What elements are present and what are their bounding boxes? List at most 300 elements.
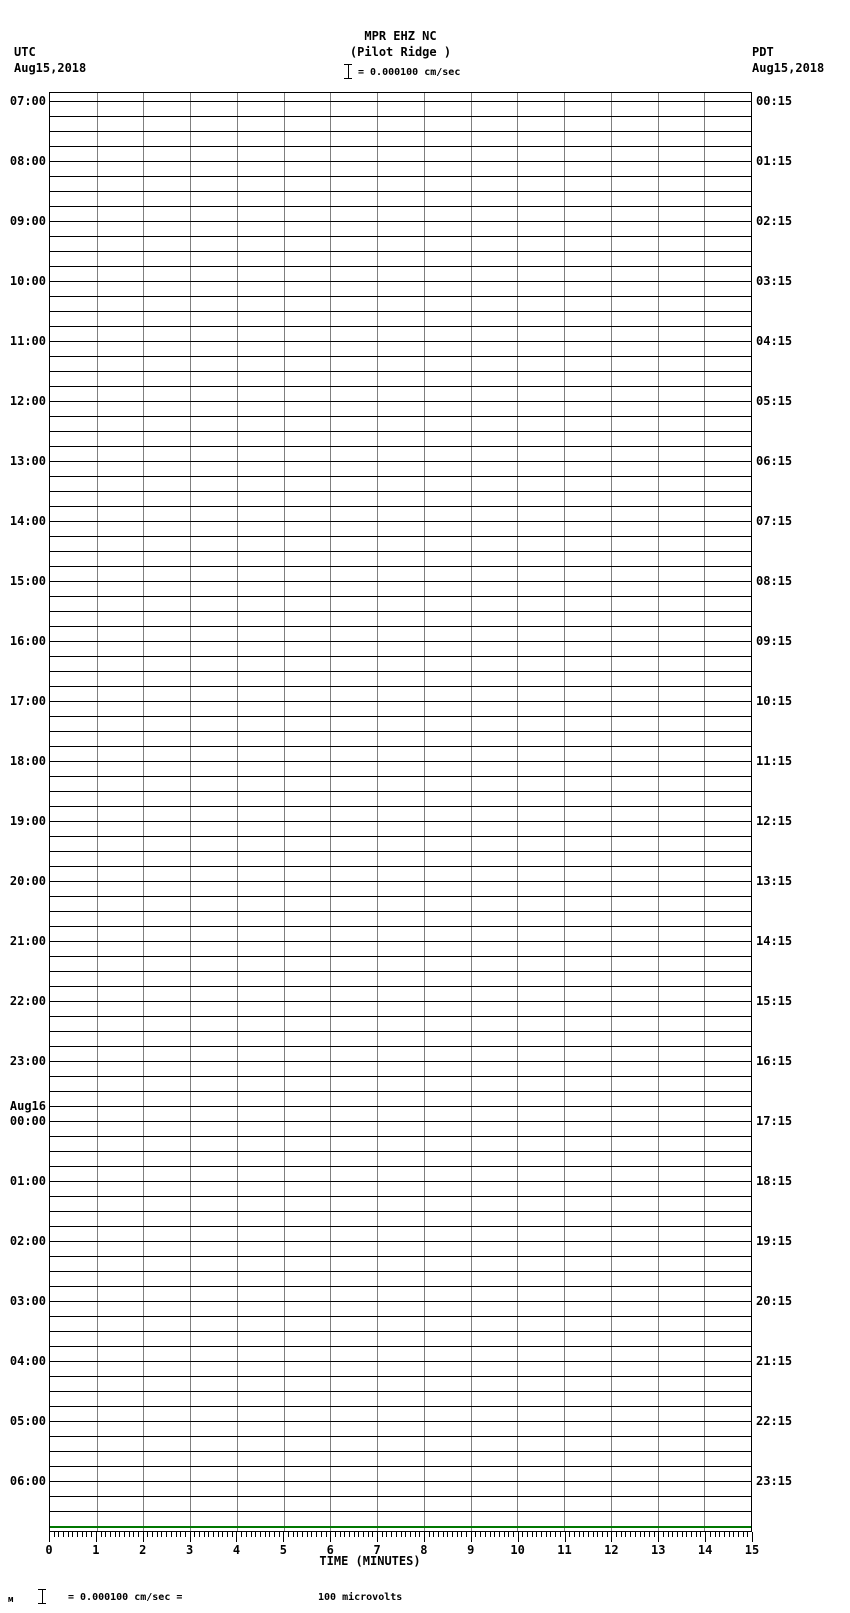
minor-tick bbox=[269, 1532, 270, 1537]
seismic-trace bbox=[50, 506, 751, 507]
minute-tick-label: 14 bbox=[697, 1543, 713, 1557]
seismic-trace bbox=[50, 716, 751, 717]
minute-tick-label: 11 bbox=[557, 1543, 572, 1557]
seismic-trace bbox=[50, 761, 751, 762]
pdt-hour-label: 14:15 bbox=[756, 934, 793, 948]
pdt-hour-label: 09:15 bbox=[756, 634, 793, 648]
seismic-trace bbox=[50, 1406, 751, 1407]
minor-tick bbox=[668, 1532, 669, 1537]
seismic-trace bbox=[50, 176, 751, 177]
seismic-trace bbox=[50, 1061, 751, 1062]
minor-tick bbox=[625, 1532, 626, 1537]
major-tick bbox=[705, 1532, 706, 1542]
minute-tick-label: 9 bbox=[467, 1543, 475, 1557]
seismic-trace bbox=[50, 236, 751, 237]
seismic-trace bbox=[50, 1451, 751, 1452]
seismic-trace bbox=[50, 161, 751, 162]
minor-tick bbox=[438, 1532, 439, 1537]
minor-tick bbox=[447, 1532, 448, 1537]
minute-tick-label: 4 bbox=[232, 1543, 241, 1557]
seismic-trace bbox=[50, 866, 751, 867]
seismic-trace bbox=[50, 1391, 751, 1392]
minor-tick bbox=[490, 1532, 491, 1537]
minor-tick bbox=[452, 1532, 453, 1537]
left-date-label: Aug15,2018 bbox=[14, 61, 87, 75]
seismic-trace bbox=[50, 1361, 751, 1362]
minor-tick bbox=[527, 1532, 528, 1537]
minor-tick bbox=[382, 1532, 383, 1537]
minor-tick bbox=[593, 1532, 594, 1537]
station-subtitle: (Pilot Ridge ) bbox=[349, 45, 452, 59]
seismic-trace bbox=[50, 611, 751, 612]
minor-tick bbox=[166, 1532, 167, 1537]
seismic-trace bbox=[50, 746, 751, 747]
minor-tick bbox=[274, 1532, 275, 1537]
minor-tick bbox=[115, 1532, 116, 1537]
seismic-trace bbox=[50, 1211, 751, 1212]
pdt-hour-label: 23:15 bbox=[756, 1474, 793, 1488]
minor-tick bbox=[574, 1532, 575, 1537]
pdt-hour-label: 20:15 bbox=[756, 1294, 793, 1308]
major-tick bbox=[143, 1532, 144, 1542]
seismic-trace bbox=[50, 1091, 751, 1092]
utc-hour-label: 21:00 bbox=[9, 934, 46, 948]
minor-tick bbox=[457, 1532, 458, 1537]
seismic-trace bbox=[50, 206, 751, 207]
seismic-trace bbox=[50, 1421, 751, 1422]
seismic-trace bbox=[50, 791, 751, 792]
minor-tick bbox=[265, 1532, 266, 1537]
minute-tick-label: 1 bbox=[92, 1543, 100, 1557]
minor-tick bbox=[443, 1532, 444, 1537]
seismic-trace bbox=[50, 821, 751, 822]
minor-tick bbox=[607, 1532, 608, 1537]
seismic-trace bbox=[50, 1271, 751, 1272]
seismic-trace bbox=[50, 131, 751, 132]
pdt-hour-label: 11:15 bbox=[756, 754, 793, 768]
footer-prefix-glyph: м bbox=[8, 1595, 14, 1605]
seismic-trace bbox=[50, 1136, 751, 1137]
minor-tick bbox=[260, 1532, 261, 1537]
seismic-trace bbox=[50, 326, 751, 327]
seismic-trace bbox=[50, 671, 751, 672]
minor-tick bbox=[133, 1532, 134, 1537]
minor-tick bbox=[475, 1532, 476, 1537]
minor-tick bbox=[311, 1532, 312, 1537]
minor-tick bbox=[686, 1532, 687, 1537]
minor-tick bbox=[546, 1532, 547, 1537]
minor-tick bbox=[513, 1532, 514, 1537]
seismic-trace bbox=[50, 1331, 751, 1332]
minor-tick bbox=[208, 1532, 209, 1537]
minor-tick bbox=[77, 1532, 78, 1537]
seismic-trace bbox=[50, 1436, 751, 1437]
seismic-trace bbox=[50, 341, 751, 342]
pdt-hour-label: 08:15 bbox=[756, 574, 793, 588]
utc-hour-label: 12:00 bbox=[9, 394, 46, 408]
seismic-trace bbox=[50, 266, 751, 267]
minor-tick bbox=[307, 1532, 308, 1537]
minor-tick bbox=[199, 1532, 200, 1537]
minor-tick bbox=[747, 1532, 748, 1537]
minor-tick bbox=[691, 1532, 692, 1537]
minor-tick bbox=[194, 1532, 195, 1537]
pdt-hour-label: 03:15 bbox=[756, 274, 793, 288]
minute-tick-label: 12 bbox=[604, 1543, 619, 1557]
seismic-trace bbox=[50, 1046, 751, 1047]
seismic-trace bbox=[50, 371, 751, 372]
minor-tick bbox=[405, 1532, 406, 1537]
left-timezone-label: UTC bbox=[14, 45, 36, 59]
minute-tick-label: 8 bbox=[420, 1543, 428, 1557]
seismic-trace bbox=[50, 971, 751, 972]
minor-tick bbox=[185, 1532, 186, 1537]
minor-tick bbox=[204, 1532, 205, 1537]
minor-tick bbox=[72, 1532, 73, 1537]
minute-tick-label: 15 bbox=[744, 1543, 760, 1557]
minor-tick bbox=[147, 1532, 148, 1537]
minor-tick bbox=[672, 1532, 673, 1537]
minor-tick bbox=[326, 1532, 327, 1537]
utc-hour-label: 11:00 bbox=[9, 334, 46, 348]
minor-tick bbox=[410, 1532, 411, 1537]
utc-hour-label: 10:00 bbox=[9, 274, 46, 288]
seismic-trace bbox=[50, 1076, 751, 1077]
minor-tick bbox=[180, 1532, 181, 1537]
minor-tick bbox=[649, 1532, 650, 1537]
minute-tick-label: 2 bbox=[139, 1543, 147, 1557]
minor-tick bbox=[738, 1532, 739, 1537]
seismic-trace bbox=[50, 296, 751, 297]
utc-hour-label: 18:00 bbox=[9, 754, 46, 768]
utc-hour-label: 03:00 bbox=[9, 1294, 46, 1308]
seismic-trace bbox=[50, 581, 751, 582]
minor-tick bbox=[485, 1532, 486, 1537]
utc-hour-label: 09:00 bbox=[9, 214, 46, 228]
pdt-hour-label: 21:15 bbox=[756, 1354, 793, 1368]
major-tick bbox=[96, 1532, 97, 1542]
minor-tick bbox=[340, 1532, 341, 1537]
minor-tick bbox=[682, 1532, 683, 1537]
minute-tick-label: 6 bbox=[326, 1543, 334, 1557]
minor-tick bbox=[251, 1532, 252, 1537]
amplitude-scale-bar-icon bbox=[344, 64, 352, 79]
seismic-trace bbox=[50, 701, 751, 702]
utc-hour-label: 23:00 bbox=[9, 1054, 46, 1068]
seismic-trace bbox=[50, 1256, 751, 1257]
seismic-trace bbox=[50, 1466, 751, 1467]
minor-tick bbox=[335, 1532, 336, 1537]
footer-scale-bar-icon bbox=[38, 1589, 46, 1604]
minor-tick bbox=[733, 1532, 734, 1537]
minor-tick bbox=[579, 1532, 580, 1537]
minor-tick bbox=[297, 1532, 298, 1537]
utc-hour-label: 22:00 bbox=[9, 994, 46, 1008]
minor-tick bbox=[719, 1532, 720, 1537]
minor-tick bbox=[218, 1532, 219, 1537]
minor-tick bbox=[541, 1532, 542, 1537]
utc-date-rollover-label: Aug16 bbox=[9, 1099, 46, 1113]
seismic-trace bbox=[50, 281, 751, 282]
minor-tick bbox=[621, 1532, 622, 1537]
pdt-hour-label: 07:15 bbox=[756, 514, 793, 528]
minor-tick bbox=[569, 1532, 570, 1537]
minor-tick bbox=[391, 1532, 392, 1537]
seismic-trace bbox=[50, 221, 751, 222]
minor-tick bbox=[119, 1532, 120, 1537]
major-tick bbox=[330, 1532, 331, 1542]
header-scale-label: = 0.000100 cm/sec bbox=[358, 67, 461, 78]
minor-tick bbox=[583, 1532, 584, 1537]
right-timezone-label: PDT bbox=[752, 45, 774, 59]
minor-tick bbox=[522, 1532, 523, 1537]
utc-hour-label: 07:00 bbox=[9, 94, 46, 108]
minor-tick bbox=[640, 1532, 641, 1537]
minor-tick bbox=[499, 1532, 500, 1537]
minor-tick bbox=[700, 1532, 701, 1537]
utc-hour-label: 16:00 bbox=[9, 634, 46, 648]
utc-hour-label: 01:00 bbox=[9, 1174, 46, 1188]
minor-tick bbox=[532, 1532, 533, 1537]
minor-tick bbox=[302, 1532, 303, 1537]
minor-tick bbox=[654, 1532, 655, 1537]
seismic-trace bbox=[50, 1196, 751, 1197]
minor-tick bbox=[129, 1532, 130, 1537]
major-tick bbox=[283, 1532, 284, 1542]
seismic-trace bbox=[50, 1496, 751, 1497]
minor-tick bbox=[82, 1532, 83, 1537]
pdt-hour-label: 05:15 bbox=[756, 394, 793, 408]
pdt-hour-label: 06:15 bbox=[756, 454, 793, 468]
minute-tick-label: 0 bbox=[45, 1543, 53, 1557]
seismic-trace bbox=[50, 641, 751, 642]
utc-hour-label: 05:00 bbox=[9, 1414, 46, 1428]
seismic-trace bbox=[50, 1226, 751, 1227]
minor-tick bbox=[68, 1532, 69, 1537]
seismic-trace bbox=[50, 1121, 751, 1122]
seismic-trace bbox=[50, 596, 751, 597]
seismic-trace bbox=[50, 1031, 751, 1032]
seismic-trace bbox=[50, 356, 751, 357]
seismic-trace bbox=[50, 836, 751, 837]
minor-tick bbox=[101, 1532, 102, 1537]
minor-tick bbox=[255, 1532, 256, 1537]
seismic-trace bbox=[50, 311, 751, 312]
seismic-trace bbox=[50, 191, 751, 192]
seismic-trace bbox=[50, 1346, 751, 1347]
seismic-trace bbox=[50, 656, 751, 657]
seismic-trace bbox=[50, 416, 751, 417]
seismic-trace bbox=[50, 1181, 751, 1182]
seismic-trace bbox=[50, 1301, 751, 1302]
minute-tick-label: 7 bbox=[373, 1543, 381, 1557]
minor-tick bbox=[222, 1532, 223, 1537]
pdt-hour-label: 22:15 bbox=[756, 1414, 793, 1428]
seismic-trace-latest bbox=[50, 1526, 751, 1528]
minor-tick bbox=[138, 1532, 139, 1537]
minor-tick bbox=[110, 1532, 111, 1537]
seismic-trace bbox=[50, 731, 751, 732]
minor-tick bbox=[368, 1532, 369, 1537]
seismic-trace bbox=[50, 1106, 751, 1107]
pdt-hour-label: 13:15 bbox=[756, 874, 793, 888]
seismic-trace bbox=[50, 956, 751, 957]
minor-tick bbox=[724, 1532, 725, 1537]
seismic-trace bbox=[50, 926, 751, 927]
right-date-label: Aug15,2018 bbox=[752, 61, 825, 75]
station-title: MPR EHZ NC bbox=[364, 29, 437, 43]
pdt-hour-label: 04:15 bbox=[756, 334, 793, 348]
seismic-trace bbox=[50, 1016, 751, 1017]
minor-tick bbox=[213, 1532, 214, 1537]
pdt-hour-label: 16:15 bbox=[756, 1054, 793, 1068]
minor-tick bbox=[241, 1532, 242, 1537]
seismic-trace bbox=[50, 491, 751, 492]
minor-tick bbox=[635, 1532, 636, 1537]
minor-tick bbox=[494, 1532, 495, 1537]
major-tick bbox=[518, 1532, 519, 1542]
minor-tick bbox=[560, 1532, 561, 1537]
minor-tick bbox=[321, 1532, 322, 1537]
utc-hour-label: 20:00 bbox=[9, 874, 46, 888]
utc-hour-label: 06:00 bbox=[9, 1474, 46, 1488]
minor-tick bbox=[729, 1532, 730, 1537]
minor-tick bbox=[161, 1532, 162, 1537]
pdt-hour-label: 15:15 bbox=[756, 994, 793, 1008]
minor-tick bbox=[176, 1532, 177, 1537]
major-tick bbox=[471, 1532, 472, 1542]
minute-tick-label: 3 bbox=[185, 1543, 194, 1557]
seismic-trace bbox=[50, 1481, 751, 1482]
minor-tick bbox=[588, 1532, 589, 1537]
minor-tick bbox=[504, 1532, 505, 1537]
seismic-trace bbox=[50, 446, 751, 447]
major-tick bbox=[752, 1532, 753, 1542]
minor-tick bbox=[466, 1532, 467, 1537]
minor-tick bbox=[232, 1532, 233, 1537]
seismic-trace bbox=[50, 521, 751, 522]
minor-tick bbox=[349, 1532, 350, 1537]
minor-tick bbox=[550, 1532, 551, 1537]
seismic-trace bbox=[50, 146, 751, 147]
pdt-hour-label: 18:15 bbox=[756, 1174, 793, 1188]
minor-tick bbox=[396, 1532, 397, 1537]
minor-tick bbox=[358, 1532, 359, 1537]
minor-tick bbox=[508, 1532, 509, 1537]
major-tick bbox=[377, 1532, 378, 1542]
minor-tick bbox=[124, 1532, 125, 1537]
minor-tick bbox=[597, 1532, 598, 1537]
utc-hour-label: 17:00 bbox=[9, 694, 46, 708]
minor-tick bbox=[461, 1532, 462, 1537]
minor-tick bbox=[602, 1532, 603, 1537]
seismic-trace bbox=[50, 1511, 751, 1512]
seismic-trace bbox=[50, 881, 751, 882]
minor-tick bbox=[415, 1532, 416, 1537]
seismic-trace bbox=[50, 101, 751, 102]
seismic-trace bbox=[50, 776, 751, 777]
seismic-trace bbox=[50, 566, 751, 567]
utc-hour-label: 14:00 bbox=[9, 514, 46, 528]
minor-tick bbox=[105, 1532, 106, 1537]
minor-tick bbox=[433, 1532, 434, 1537]
minor-tick bbox=[227, 1532, 228, 1537]
seismic-trace bbox=[50, 461, 751, 462]
minor-tick bbox=[354, 1532, 355, 1537]
minor-tick bbox=[616, 1532, 617, 1537]
minor-tick bbox=[644, 1532, 645, 1537]
utc-hour-label: 08:00 bbox=[9, 154, 46, 168]
seismic-trace bbox=[50, 536, 751, 537]
pdt-hour-label: 00:15 bbox=[756, 94, 793, 108]
minor-tick bbox=[419, 1532, 420, 1537]
seismic-trace bbox=[50, 431, 751, 432]
helicorder-grid bbox=[49, 92, 752, 1532]
footer-scale-text: = 0.000100 cm/sec = bbox=[68, 1592, 183, 1603]
major-tick bbox=[565, 1532, 566, 1542]
utc-hour-label: 19:00 bbox=[9, 814, 46, 828]
seismic-trace bbox=[50, 851, 751, 852]
minor-tick bbox=[152, 1532, 153, 1537]
pdt-hour-label: 01:15 bbox=[756, 154, 793, 168]
minor-tick bbox=[743, 1532, 744, 1537]
minor-tick bbox=[677, 1532, 678, 1537]
seismic-trace bbox=[50, 116, 751, 117]
minor-tick bbox=[316, 1532, 317, 1537]
pdt-hour-label: 12:15 bbox=[756, 814, 793, 828]
seismic-trace bbox=[50, 941, 751, 942]
minor-tick bbox=[246, 1532, 247, 1537]
footer-voltage-text: 100 microvolts bbox=[318, 1592, 403, 1603]
seismic-trace bbox=[50, 896, 751, 897]
minute-tick-label: 13 bbox=[651, 1543, 666, 1557]
minor-tick bbox=[86, 1532, 87, 1537]
utc-hour-label: 13:00 bbox=[9, 454, 46, 468]
utc-hour-label: 02:00 bbox=[9, 1234, 46, 1248]
seismic-trace bbox=[50, 1001, 751, 1002]
seismic-trace bbox=[50, 251, 751, 252]
minor-tick bbox=[710, 1532, 711, 1537]
seismic-trace bbox=[50, 1241, 751, 1242]
utc-hour-label: 15:00 bbox=[9, 574, 46, 588]
minor-tick bbox=[630, 1532, 631, 1537]
pdt-hour-label: 19:15 bbox=[756, 1234, 793, 1248]
minor-tick bbox=[54, 1532, 55, 1537]
x-axis-ticks bbox=[49, 1532, 752, 1544]
minor-tick bbox=[344, 1532, 345, 1537]
minor-tick bbox=[372, 1532, 373, 1537]
seismic-trace bbox=[50, 1166, 751, 1167]
minor-tick bbox=[696, 1532, 697, 1537]
minor-tick bbox=[663, 1532, 664, 1537]
seismic-trace bbox=[50, 1376, 751, 1377]
minor-tick bbox=[401, 1532, 402, 1537]
major-tick bbox=[658, 1532, 659, 1542]
minor-tick bbox=[91, 1532, 92, 1537]
minor-tick bbox=[157, 1532, 158, 1537]
seismic-trace bbox=[50, 551, 751, 552]
pdt-hour-label: 10:15 bbox=[756, 694, 793, 708]
seismic-trace bbox=[50, 401, 751, 402]
seismic-trace bbox=[50, 911, 751, 912]
minor-tick bbox=[293, 1532, 294, 1537]
minor-tick bbox=[279, 1532, 280, 1537]
minor-tick bbox=[58, 1532, 59, 1537]
minor-tick bbox=[363, 1532, 364, 1537]
pdt-hour-label: 02:15 bbox=[756, 214, 793, 228]
minute-tick-label: 10 bbox=[510, 1543, 525, 1557]
minor-tick bbox=[555, 1532, 556, 1537]
